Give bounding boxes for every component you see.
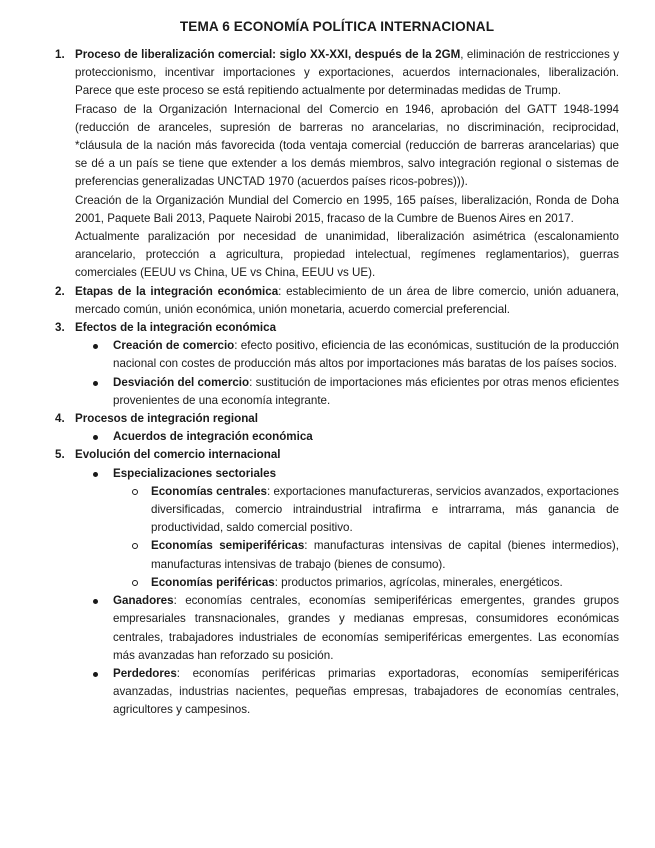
list-item-5 [55,446,619,719]
paragraph-omc: Creación de la Organización Mundial del Comercio en 1995, 165 países, liberalización, Ronda de Doha 2001, Paquete Bali 2013, Paquete Nairobi 2015, fracaso de la Cumbre de Buenos Aires en 2017. [75,193,619,225]
sub-bullet-text: : productos primarios, agrícolas, minerales, energéticos. [274,575,563,589]
item-heading: Evolución del comercio internacional [75,448,281,462]
bullet-heading: Especializaciones sectoriales [113,466,277,480]
bullet-icon [93,599,98,604]
bullet-text: : economías periféricas primarias exportadoras, economías semiperiféricas avanzadas, industrias nacientes, pequeñas empresas, trabajadores de economías centrales, agricultores y campesinos. [113,666,619,717]
bullet-list [75,337,619,410]
bullet-list [75,465,619,720]
bullet-text: : efecto positivo, eficiencia de las económicas, sustitución de la producción nacional con costes de producción más altos por importaciones más baratas de los países socios. [113,339,619,371]
item-heading: Proceso de liberalización comercial: siglo XX-XXI, después de la 2GM [75,48,461,61]
bullet-heading: Desviación del comercio [113,375,250,389]
list-item-3 [55,319,619,410]
sub-bullet-item [151,483,619,538]
bullet-text: : economías centrales, economías semiperiféricas emergentes, grandes grupos empresariales transnacionales, grandes y medianas empresas, consumidores económicas centrales, trabajadores industriales de economías semiperiféricas emergentes. Las economías más avanzadas han reforzado su posición. [113,594,619,662]
sub-bullet-text: : exportaciones manufactureras, servicios avanzados, exportaciones diversificadas, comercio intraindustrial intrafirma e intrarrama, más ganancia de productividad, saldo comercial positivo. [151,484,619,535]
sub-bullet-text: : manufacturas intensivas de capital (bienes intermedios), manufacturas intensivas de trabajo (bienes de consumo). [151,539,619,571]
sub-bullet-heading: Economías centrales [151,484,268,498]
item-text: : establecimiento de un área de libre comercio, unión aduanera, mercado común, unión económica, unión monetaria, acuerdo comercial preferencial. [75,284,620,316]
bullet-text: : sustitución de importaciones más eficientes por otras menos eficientes provenientes de una economía integrante. [113,375,619,407]
paragraph-actualidad: Actualmente paralización por necesidad de unanimidad, liberalización asimétrica (escalonamiento arancelario, protección a agricultura, propiedad intelectual, regímenes reglamentarios), guerras comerciales (EEUU vs China, UE vs China, EEUU vs UE). [75,230,619,280]
item-heading: Etapas de la integración económica [75,284,279,298]
item-number: 4. [55,412,65,426]
sub-bullet-item [151,537,619,573]
list-item-4 [55,410,619,446]
bullet-heading: Acuerdos de integración económica [113,430,313,444]
bullet-item [113,337,619,373]
bullet-item [113,428,619,446]
bullet-item [113,665,619,720]
circle-bullet-icon [132,580,138,586]
bullet-heading: Ganadores [113,594,174,608]
bullet-icon [93,344,98,349]
item-number: 3. [55,321,65,335]
bullet-icon [93,472,98,477]
bullet-icon [93,435,98,440]
sub-bullet-heading: Economías periféricas [151,575,275,589]
item-number: 2. [55,284,65,298]
circle-bullet-icon [132,489,138,495]
bullet-list [75,428,619,446]
item-number: 1. [55,48,65,61]
item-1-intro [75,46,619,101]
sub-bullet-list [113,483,619,592]
item-number: 5. [55,448,65,462]
item-heading: Procesos de integración regional [75,412,258,426]
item-2-text [75,283,619,319]
bullet-icon [93,381,98,386]
document-title: TEMA 6 ECONOMÍA POLÍTICA INTERNACIONAL [179,19,495,34]
item-heading: Efectos de la integración económica [75,321,277,335]
list-item-1 [55,46,619,283]
bullet-icon [93,672,98,677]
sub-bullet-heading: Economías semiperiféricas [151,539,305,553]
topic-list [55,46,619,720]
circle-bullet-icon [132,543,138,549]
list-item-2 [55,283,619,319]
bullet-item [113,465,619,592]
bullet-heading: Perdedores [113,666,177,680]
sub-bullet-item [151,574,619,592]
paragraph-gatt: Fracaso de la Organización Internacional del Comercio en 1946, aprobación del GATT 1948-1994 (reducción de aranceles, supresión de barreras no arancelarias, no discriminación, reciprocidad, *cláusula de la nación más favorecida (toda ventaja comercial (reducción de barreras arancelarias) que se dé a un país se tiene que extender a los demás miembros, salvo integración regional o sistemas de preferencias generalizadas UNCTAD 1970 (acuerdos países ricos-pobres))). [75,102,619,189]
bullet-item [113,592,619,665]
bullet-item [113,374,619,410]
item-text: , eliminación de restricciones y proteccionismo, incentivar importaciones y exportaciones, acuerdos internacionales, liberalización. Parece que este proceso se está repitiendo actualmente por determinadas medidas de Trump. [75,48,619,98]
bullet-heading: Creación de comercio [113,339,235,353]
